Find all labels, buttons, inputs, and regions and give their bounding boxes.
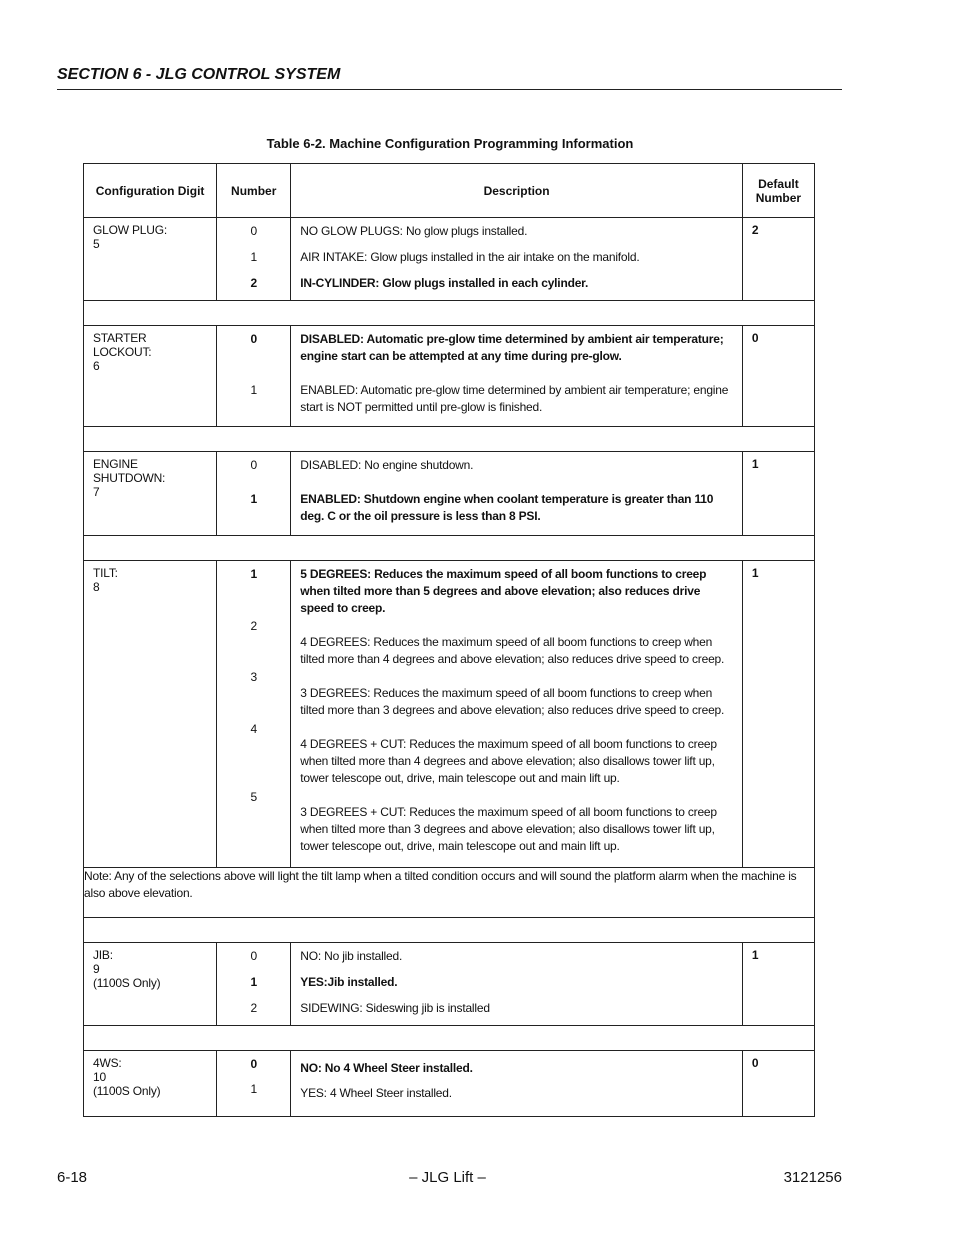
column-header-number: Number — [217, 164, 291, 218]
configuration-table — [83, 163, 815, 1117]
column-header-default: Default Number — [742, 164, 814, 218]
footer-center: – JLG Lift – — [409, 1169, 486, 1186]
number-cell: 0 1 — [217, 452, 291, 536]
description-cell: DISABLED: No engine shutdown. ENABLED: Shutdown engine when coolant temperature is greater than 110 deg. C or the oil pressure is less than 8 PSI. — [291, 452, 743, 536]
spacer-row — [84, 427, 815, 452]
description-cell: NO: No jib installed. YES:Jib installed. SIDEWING: Sideswing jib is installed — [291, 943, 743, 1026]
description-cell: NO GLOW PLUGS: No glow plugs installed. AIR INTAKE: Glow plugs installed in the air intake on the manifold. IN-CYLINDER: Glow plugs installed in each cylinder. — [291, 218, 743, 301]
section-title: SECTION 6 - JLG CONTROL SYSTEM — [57, 66, 341, 83]
number-cell: 1 2 3 4 5 — [217, 561, 291, 868]
number-cell: 0 1 2 — [217, 943, 291, 1026]
default-cell: 2 — [742, 218, 814, 301]
default-cell: 0 — [742, 1051, 814, 1117]
tilt-note: Note: Any of the selections above will light the tilt lamp when a tilted condition occurs and will sound the platform alarm when the machine is also above elevation. — [84, 868, 815, 918]
config-digit-cell: GLOW PLUG: 5 — [84, 218, 217, 301]
config-digit-cell: JIB: 9 (1100S Only) — [84, 943, 217, 1026]
page-number: 6-18 — [57, 1169, 88, 1186]
number-cell: 0 1 — [217, 326, 291, 427]
config-digit-cell: 4WS: 10 (1100S Only) — [84, 1051, 217, 1117]
column-header-description: Description — [291, 164, 743, 218]
table-row — [84, 1051, 815, 1117]
default-cell: 1 — [742, 561, 814, 868]
number-cell: 0 1 2 — [217, 218, 291, 301]
spacer-row — [84, 1026, 815, 1051]
config-digit-cell: ENGINE SHUTDOWN: 7 — [84, 452, 217, 536]
default-cell: 1 — [742, 452, 814, 536]
description-cell: NO: No 4 Wheel Steer installed. YES: 4 Wheel Steer installed. — [291, 1051, 743, 1117]
default-cell: 0 — [742, 326, 814, 427]
spacer-row — [84, 536, 815, 561]
description-cell: DISABLED: Automatic pre-glow time determined by ambient air temperature; engine start can be attempted at any time during pre-glow. ENABLED: Automatic pre-glow time determined by ambient air temperature; engine start is NOT permitted until pre-glow is finished. — [291, 326, 743, 427]
spacer-row — [84, 918, 815, 943]
table-row — [84, 326, 815, 427]
config-digit-cell: STARTER LOCKOUT: 6 — [84, 326, 217, 427]
description-cell: 5 DEGREES: Reduces the maximum speed of all boom functions to creep when tilted more than 5 degrees and above elevation; also reduces drive speed to creep. 4 DEGREES: Reduces the maximum speed of all boom functions to creep when tilted more than 4 degrees and above elevation; also reduces drive speed to creep. 3 DEGREES: Reduces the maximum speed of all boom functions to creep when tilted more than 3 degrees and above elevation; also reduces drive speed to creep. 4 DEGREES + CUT: Reduces the maximum speed of all boom functions to creep when tilted more than 4 degrees and above elevation; also disallows tower lift up, tower telescope out, drive, main telescope out and main lift up. 3 DEGREES + CUT: Reduces the maximum speed of all boom functions to creep when tilted more than 3 degrees and above elevation; also disallows tower lift up, tower telescope out, drive, main telescope out and main lift up. — [291, 561, 743, 868]
column-header-digit: Configuration Digit — [84, 164, 217, 218]
number-cell: 0 1 — [217, 1051, 291, 1117]
table-row — [84, 218, 815, 301]
table-title: Table 6-2. Machine Configuration Programming Information — [266, 136, 634, 151]
config-digit-cell: TILT: 8 — [84, 561, 217, 868]
table-row — [84, 452, 815, 536]
header-rule — [57, 89, 842, 90]
default-cell: 1 — [742, 943, 814, 1026]
table-row — [84, 943, 815, 1026]
table-row — [84, 561, 815, 868]
doc-number: 3121256 — [783, 1169, 842, 1186]
note-row — [84, 868, 815, 918]
spacer-row — [84, 301, 815, 326]
